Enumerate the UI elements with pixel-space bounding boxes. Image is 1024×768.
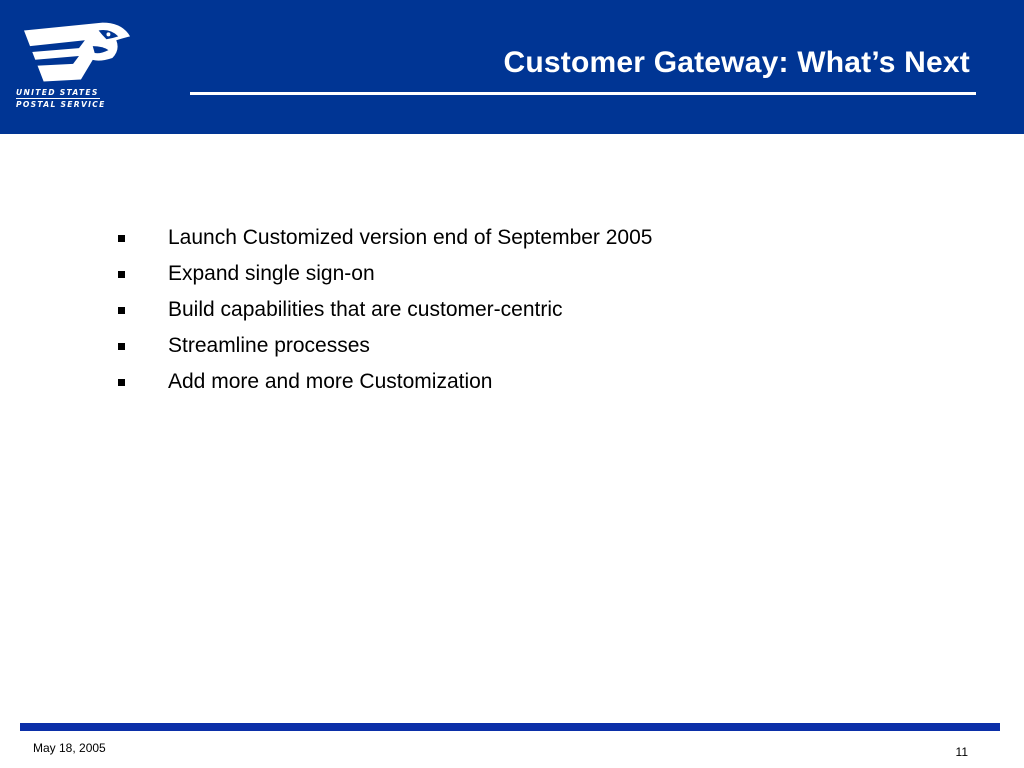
- footer-date: May 18, 2005: [33, 741, 106, 755]
- slide-header: [0, 0, 1024, 134]
- logo-text-line1: UNITED STATES: [16, 88, 99, 97]
- title-underline: [190, 92, 976, 95]
- usps-logo: [14, 18, 118, 118]
- square-bullet-icon: [118, 271, 125, 278]
- square-bullet-icon: [118, 379, 125, 386]
- bullet-text: Launch Customized version end of September 2005: [168, 226, 653, 249]
- square-bullet-icon: [118, 307, 125, 314]
- logo-text-line2: POSTAL SERVICE: [16, 100, 106, 109]
- bullet-text: Build capabilities that are customer-centric: [168, 298, 563, 321]
- bullet-text: Streamline processes: [168, 334, 370, 357]
- square-bullet-icon: [118, 235, 125, 242]
- logo-divider: [16, 98, 100, 99]
- slide-title: Customer Gateway: What’s Next: [503, 46, 970, 79]
- bullet-text: Expand single sign-on: [168, 262, 375, 285]
- eagle-icon: [24, 20, 132, 90]
- page-number: 11: [955, 745, 968, 759]
- square-bullet-icon: [118, 343, 125, 350]
- bullet-text: Add more and more Customization: [168, 370, 493, 393]
- footer-divider: [20, 723, 1000, 731]
